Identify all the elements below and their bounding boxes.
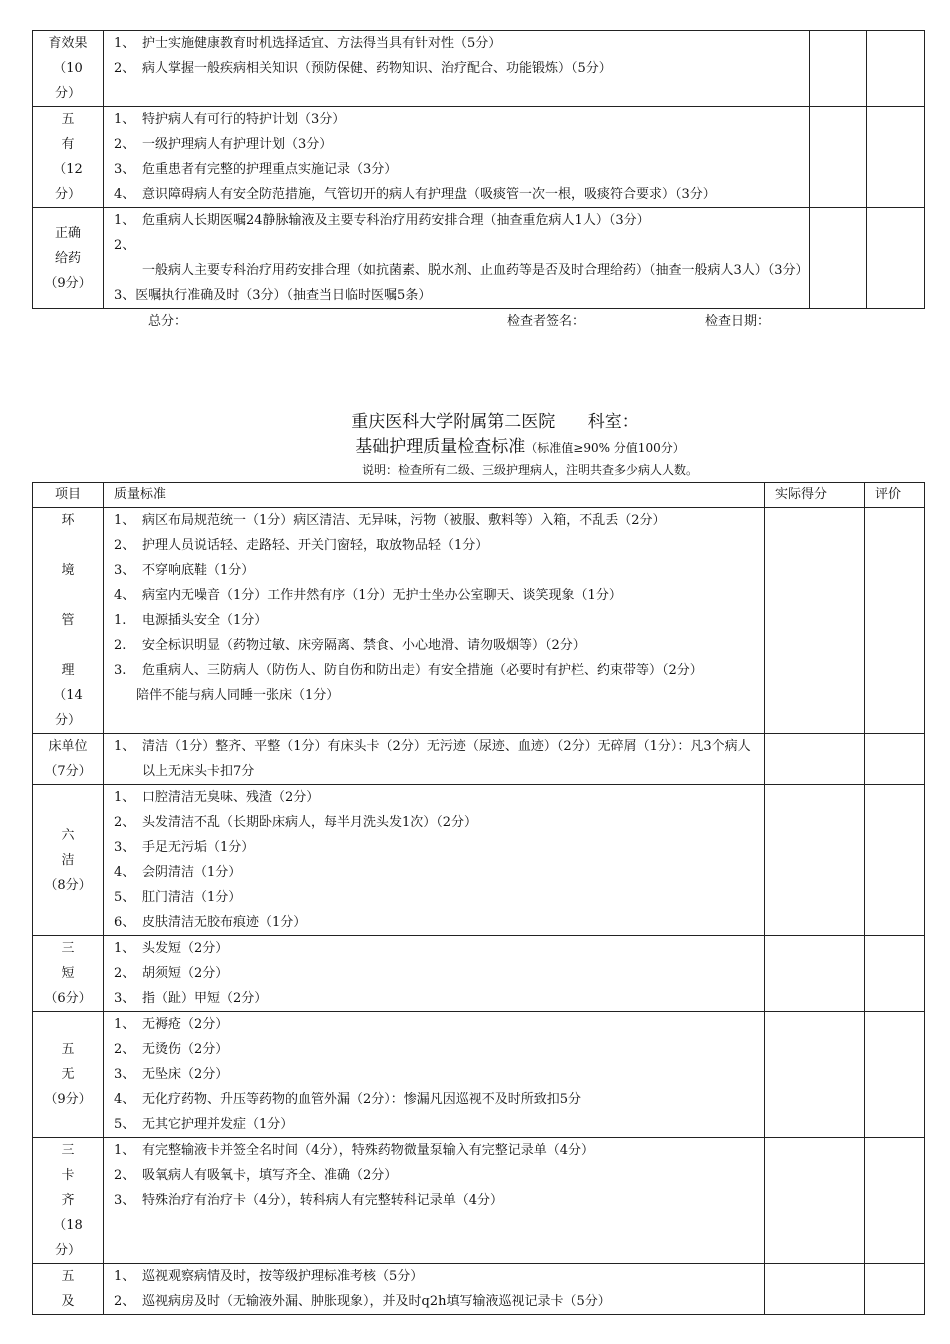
table-row xyxy=(33,785,925,936)
item-number: 2、 xyxy=(114,815,136,830)
actual-score-cell[interactable] xyxy=(810,107,867,208)
actual-score-cell[interactable] xyxy=(765,1012,865,1138)
category-cell xyxy=(33,936,104,1012)
actual-score-cell[interactable] xyxy=(810,31,867,107)
category-line xyxy=(33,583,103,608)
category-line: 分） xyxy=(54,713,81,728)
item-text: 指（趾）甲短（2分） xyxy=(142,991,268,1006)
item-text: 皮肤清洁无胶布痕迹（1分） xyxy=(142,915,307,930)
table-header-row xyxy=(33,483,925,508)
item-text: 一般病人主要专科治疗用药安排合理（如抗菌素、脱水剂、止血药等是否及时合理给药）（抽查一般病人3人）（3分） xyxy=(142,263,809,278)
actual-score-cell[interactable] xyxy=(765,936,865,1012)
criterion-item xyxy=(114,910,758,935)
item-text: 胡须短（2分） xyxy=(142,966,229,981)
category-line: 分） xyxy=(54,86,81,101)
criterion-item xyxy=(114,885,758,910)
criterion-item xyxy=(114,835,758,860)
category-cell xyxy=(33,1264,104,1315)
top-table-body xyxy=(33,31,925,309)
item-text: 吸氧病人有吸氧卡，填写齐全、准确（2分） xyxy=(142,1168,398,1183)
criteria-cell xyxy=(104,1138,765,1264)
criterion-item xyxy=(114,1264,758,1289)
category-line: 境 xyxy=(61,563,75,578)
category-line: （9分） xyxy=(44,1092,92,1107)
criterion-item xyxy=(114,107,803,132)
item-text: 危重患者有完整的护理重点实施记录（3分） xyxy=(142,162,398,177)
item-text: 无烫伤（2分） xyxy=(142,1042,229,1057)
item-number: 2、 xyxy=(114,1168,136,1183)
criteria-cell xyxy=(104,1012,765,1138)
criterion-item xyxy=(114,283,803,308)
evaluation-cell[interactable] xyxy=(867,107,925,208)
item-number: 1、 xyxy=(114,513,136,528)
item-number: 1、 xyxy=(114,1269,136,1284)
item-number: 4、 xyxy=(114,187,136,202)
department-label: 科室： xyxy=(587,412,639,432)
category-cell xyxy=(33,734,104,785)
column-header-score: 实际得分 xyxy=(765,483,865,508)
criterion-item xyxy=(114,785,758,810)
category-line: 分） xyxy=(54,187,81,202)
category-line: 及 xyxy=(61,1294,75,1309)
item-text: 不穿响底鞋（1分） xyxy=(142,563,255,578)
item-text: 无其它护理并发症（1分） xyxy=(142,1117,294,1132)
item-number: 2、 xyxy=(114,966,136,981)
item-text: 安全标识明显（药物过敏、床旁隔离、禁食、小心地滑、请勿吸烟等）（2分） xyxy=(142,638,586,653)
item-number: 1、 xyxy=(114,112,136,127)
evaluation-cell[interactable] xyxy=(865,785,925,936)
table-row xyxy=(33,1012,925,1138)
item-text: 一级护理病人有护理计划（3分） xyxy=(142,137,333,152)
quality-standard-table xyxy=(32,482,925,1315)
inspection-date-label: 检查日期： xyxy=(705,314,771,329)
category-line: 给药 xyxy=(54,250,81,266)
item-number: 1、 xyxy=(114,790,136,805)
item-number: 5、 xyxy=(114,1117,136,1132)
item-number: 3、 xyxy=(114,840,136,855)
criteria-cell xyxy=(104,31,810,107)
criterion-item xyxy=(114,208,803,233)
criterion-item xyxy=(114,734,758,784)
criterion-item xyxy=(114,860,758,885)
item-text: 手足无污垢（1分） xyxy=(142,840,255,855)
evaluation-cell[interactable] xyxy=(865,1264,925,1315)
category-line: （18 xyxy=(53,1218,83,1233)
item-text: 特护病人有可行的特护计划（3分） xyxy=(142,112,346,127)
table-row xyxy=(33,107,925,208)
item-number: 1、 xyxy=(114,1143,136,1158)
category-cell xyxy=(33,1012,104,1138)
criterion-item xyxy=(114,1163,758,1188)
category-cell xyxy=(33,785,104,936)
table-row xyxy=(33,1264,925,1315)
criterion-item xyxy=(114,182,803,207)
category-line: （8分） xyxy=(44,877,92,893)
category-line: 五 xyxy=(61,1042,75,1057)
category-line: （10 xyxy=(53,61,83,76)
table-row xyxy=(33,936,925,1012)
criterion-item xyxy=(114,1087,758,1112)
criterion-item xyxy=(114,1037,758,1062)
item-number: 1. xyxy=(114,613,127,628)
criterion-item xyxy=(114,533,758,558)
criterion-item xyxy=(114,961,758,986)
item-number: 4、 xyxy=(114,865,136,880)
item-number: 1、 xyxy=(114,36,136,51)
criterion-item xyxy=(114,1138,758,1163)
item-number: 4、 xyxy=(114,588,136,603)
actual-score-cell[interactable] xyxy=(765,1264,865,1315)
category-line: 短 xyxy=(61,966,75,981)
item-number: 1、 xyxy=(114,739,136,754)
criterion-item xyxy=(114,810,758,835)
item-text: 无坠床（2分） xyxy=(142,1067,229,1082)
category-cell xyxy=(33,107,104,208)
standard-value: （标准值≥90% 分值100分） xyxy=(525,441,685,455)
item-text: 危重病人、三防病人（防伤人、防自伤和防出走）有安全措施（必要时有护栏、约束带等）（2分） xyxy=(142,663,703,678)
category-line: 分） xyxy=(54,1243,81,1258)
criterion-item xyxy=(114,1112,758,1137)
category-line: 正确 xyxy=(54,225,81,241)
item-text: 危重病人长期医嘱24静脉输液及主要专科治疗用药安排合理（抽查重危病人1人）（3分） xyxy=(142,213,650,228)
total-score-label: 总分： xyxy=(148,314,188,329)
item-text: 病区布局规范统一（1分）病区清洁、无异味，污物（被服、敷料等）入箱，不乱丢（2分） xyxy=(142,513,666,528)
evaluation-cell[interactable] xyxy=(865,734,925,785)
category-line: （6分） xyxy=(44,991,92,1006)
item-number: 2、 xyxy=(114,1294,136,1309)
criterion-item xyxy=(114,683,758,708)
criteria-cell xyxy=(104,936,765,1012)
category-cell xyxy=(33,1138,104,1264)
actual-score-cell[interactable] xyxy=(765,1138,865,1264)
category-line: 六 xyxy=(61,827,75,843)
criteria-cell xyxy=(104,785,765,936)
item-text: 清洁（1分）整齐、平整（1分）有床头卡（2分）无污迹（尿迹、血迹）（2分）无碎屑（1分）：凡3个病人以上无床头卡扣7分 xyxy=(142,739,751,779)
item-number: 2. xyxy=(114,638,127,653)
criterion-item xyxy=(114,157,803,182)
item-text: 无褥疮（2分） xyxy=(142,1017,229,1032)
criterion-item xyxy=(114,132,803,157)
item-number: 6、 xyxy=(114,915,136,930)
top-criteria-table xyxy=(32,30,925,309)
item-text: 会阴清洁（1分） xyxy=(142,865,242,880)
category-line xyxy=(33,533,103,558)
category-cell xyxy=(33,208,104,309)
category-line: 三 xyxy=(61,941,75,956)
criterion-item xyxy=(114,583,758,608)
category-line: 五 xyxy=(61,1269,75,1284)
item-number: 2、 xyxy=(114,238,136,253)
table-row xyxy=(33,208,925,309)
category-line: 卡 xyxy=(61,1168,75,1183)
criterion-item xyxy=(114,56,803,81)
criterion-item xyxy=(114,1188,758,1213)
criteria-cell xyxy=(104,734,765,785)
criteria-cell xyxy=(104,1264,765,1315)
evaluation-cell[interactable] xyxy=(867,31,925,107)
category-line: 床单位 xyxy=(48,739,88,754)
category-line: 理 xyxy=(61,663,75,678)
standard-title xyxy=(0,434,950,462)
criterion-item xyxy=(114,1012,758,1037)
category-line: （12 xyxy=(53,162,83,177)
item-number: 3、 xyxy=(114,563,136,578)
actual-score-cell[interactable] xyxy=(765,508,865,734)
item-number: 3. xyxy=(114,663,127,678)
item-number: 2、 xyxy=(114,538,136,553)
column-header-standard: 质量标准 xyxy=(104,483,765,508)
category-cell xyxy=(33,508,104,734)
criterion-item xyxy=(114,31,803,56)
criterion-item xyxy=(114,233,809,283)
item-number: 3、 xyxy=(114,162,136,177)
item-number: 1、 xyxy=(114,1017,136,1032)
item-number: 5、 xyxy=(114,890,136,905)
category-line: 洁 xyxy=(61,852,75,868)
main-table-body xyxy=(33,483,925,1315)
criterion-item xyxy=(114,936,758,961)
item-text: 3、医嘱执行准确及时（3分）（抽查当日临时医嘱5条） xyxy=(114,288,432,303)
criterion-item xyxy=(114,658,758,683)
item-text: 护士实施健康教育时机选择适宜、方法得当具有针对性（5分） xyxy=(142,36,502,51)
evaluation-cell[interactable] xyxy=(865,936,925,1012)
table-row xyxy=(33,31,925,107)
evaluation-cell[interactable] xyxy=(865,1012,925,1138)
column-header-item: 项目 xyxy=(33,483,104,508)
criteria-cell xyxy=(104,508,765,734)
item-number: 3、 xyxy=(114,1193,136,1208)
evaluation-cell[interactable] xyxy=(865,508,925,734)
item-text: 头发清洁不乱（长期卧床病人，每半月洗头发1次）（2分） xyxy=(142,815,478,830)
item-text: 陪伴不能与病人同睡一张床（1分） xyxy=(136,688,340,703)
hospital-title xyxy=(0,410,950,434)
item-number: 2、 xyxy=(114,1042,136,1057)
criterion-item xyxy=(114,558,758,583)
item-text: 口腔清洁无臭味、残渣（2分） xyxy=(142,790,320,805)
column-header-evaluation: 评价 xyxy=(865,483,925,508)
category-line: 五 xyxy=(61,112,75,127)
category-line: （9分） xyxy=(44,275,92,291)
criterion-item xyxy=(114,1062,758,1087)
category-line: 育效果 xyxy=(48,36,88,51)
item-number: 3、 xyxy=(114,1067,136,1082)
category-cell xyxy=(33,31,104,107)
criterion-item xyxy=(114,633,758,658)
criteria-cell xyxy=(104,208,810,309)
category-line: 无 xyxy=(61,1067,75,1082)
item-text: 有完整输液卡并签全名时间（4分），特殊药物微量泵输入有完整记录单（4分） xyxy=(142,1143,595,1158)
criterion-item xyxy=(114,508,758,533)
item-text: 肛门清洁（1分） xyxy=(142,890,242,905)
item-number: 1、 xyxy=(114,941,136,956)
table-row xyxy=(33,508,925,734)
evaluation-cell[interactable] xyxy=(867,208,925,309)
item-text: 病室内无噪音（1分）工作井然有序（1分）无护士坐办公室聊天、谈笑现象（1分） xyxy=(142,588,622,603)
hospital-name: 重庆医科大学附属第二医院 xyxy=(351,412,556,432)
item-text: 巡视病房及时（无输液外漏、肿胀现象），并及时q2h填写输液巡视记录卡（5分） xyxy=(142,1294,611,1309)
item-text: 护理人员说话轻、走路轻、开关门窗轻，取放物品轻（1分） xyxy=(142,538,489,553)
item-number: 2、 xyxy=(114,61,136,76)
category-line: 管 xyxy=(61,613,75,628)
item-number: 3、 xyxy=(114,991,136,1006)
item-text: 特殊治疗有治疗卡（4分），转科病人有完整转科记录单（4分） xyxy=(142,1193,504,1208)
criterion-item xyxy=(114,608,758,633)
item-text: 电源插头安全（1分） xyxy=(142,613,268,628)
actual-score-cell[interactable] xyxy=(765,785,865,936)
criterion-item xyxy=(114,986,758,1011)
table-row xyxy=(33,734,925,785)
item-text: 头发短（2分） xyxy=(142,941,229,956)
evaluation-cell[interactable] xyxy=(865,1138,925,1264)
signature-line xyxy=(0,310,950,332)
category-line: （7分） xyxy=(44,764,92,779)
category-line: （14 xyxy=(53,688,83,703)
actual-score-cell[interactable] xyxy=(810,208,867,309)
table-row xyxy=(33,1138,925,1264)
criterion-item xyxy=(114,1289,758,1314)
category-line: 三 xyxy=(61,1143,75,1158)
item-text: 意识障碍病人有安全防范措施，气管切开的病人有护理盘（吸痰管一次一根，吸痰符合要求）（3分） xyxy=(142,187,716,202)
item-number: 4、 xyxy=(114,1092,136,1107)
category-line: 有 xyxy=(61,137,75,152)
item-text: 病人掌握一般疾病相关知识（预防保健、药物知识、治疗配合、功能锻炼）（5分） xyxy=(142,61,612,76)
item-number: 1、 xyxy=(114,213,136,228)
category-line: 环 xyxy=(61,513,75,528)
item-text: 无化疗药物、升压等药物的血管外漏（2分）：惨漏凡因巡视不及时所致扣5分 xyxy=(142,1092,582,1107)
page-title: 基础护理质量检查标准 xyxy=(355,437,526,457)
category-line: 齐 xyxy=(61,1193,75,1208)
category-line xyxy=(33,633,103,658)
actual-score-cell[interactable] xyxy=(765,734,865,785)
inspector-signature-label: 检查者签名： xyxy=(507,314,586,329)
instruction-note: 说明：检查所有二级、三级护理病人，注明共查多少病人人数。 xyxy=(361,463,698,477)
criteria-cell xyxy=(104,107,810,208)
item-text: 巡视观察病情及时，按等级护理标准考核（5分） xyxy=(142,1269,424,1284)
item-number: 2、 xyxy=(114,137,136,152)
